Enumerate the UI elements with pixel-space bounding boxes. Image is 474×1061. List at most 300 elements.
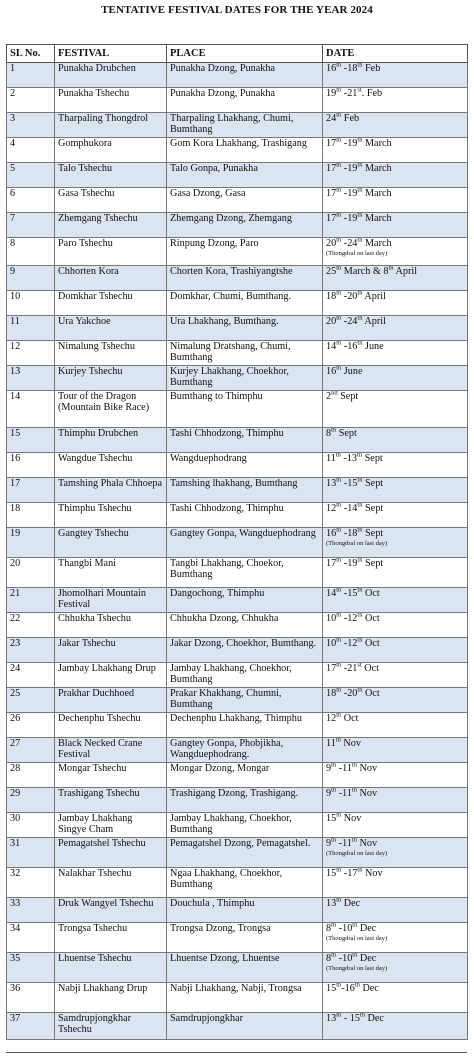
date-month: Oct xyxy=(362,613,380,624)
date-separator: - xyxy=(336,763,343,774)
cell-festival: Prakhar Duchhoed xyxy=(55,688,167,713)
cell-sl-no: 4 xyxy=(7,138,55,163)
date-note: (Thongdral on last day) xyxy=(326,249,388,257)
date-separator: - xyxy=(341,316,348,327)
date-start-suffix: th xyxy=(331,952,337,959)
cell-place: Gom Kora Lhakhang, Trashigang xyxy=(167,138,323,163)
table-row xyxy=(7,113,468,138)
date-start-suffix: th xyxy=(336,477,342,484)
date-start-suffix: th xyxy=(331,427,337,434)
cell-sl-no: 27 xyxy=(7,738,55,763)
date-end-day: 21 xyxy=(347,663,358,674)
cell-place: Nabji Lhakhang, Nabji, Trongsa xyxy=(167,983,323,1013)
table-row xyxy=(7,341,468,366)
cell-place: Samdrupjongkhar xyxy=(167,1013,323,1040)
date-end-day: 15 xyxy=(347,478,358,489)
date-month: June xyxy=(362,341,384,352)
date-end-suffix: th xyxy=(351,762,357,769)
date-start-day: 24 xyxy=(326,113,337,124)
date-month: Oct xyxy=(362,688,380,699)
cell-place: Lhuentse Dzong, Lhuentse xyxy=(167,953,323,983)
cell-place: Tashi Chhodzong, Thimphu xyxy=(167,428,323,453)
date-month: Nov xyxy=(341,813,362,824)
cell-festival: Nimalung Tshechu xyxy=(55,341,167,366)
cell-sl-no: 13 xyxy=(7,366,55,391)
date-start-day: 17 xyxy=(326,188,337,199)
cell-date xyxy=(323,558,468,588)
cell-place: Gangtey Gonpa, Wangduephodrang xyxy=(167,528,323,558)
date-end-day: 11 xyxy=(342,763,352,774)
table-row xyxy=(7,88,468,113)
date-end-suffix: th xyxy=(357,340,363,347)
table-row xyxy=(7,613,468,638)
date-note: (Thongdral on last day) xyxy=(326,934,388,942)
date-separator: - xyxy=(341,528,348,539)
cell-sl-no: 37 xyxy=(7,1013,55,1040)
date-separator: March & xyxy=(341,266,384,277)
table-row xyxy=(7,478,468,503)
cell-date xyxy=(323,688,468,713)
cell-sl-no: 9 xyxy=(7,266,55,291)
cell-place: Talo Gonpa, Punakha xyxy=(167,163,323,188)
table-row xyxy=(7,428,468,453)
date-end-suffix: th xyxy=(354,982,360,989)
table-row xyxy=(7,838,468,868)
date-start-day: 10 xyxy=(326,613,337,624)
date-end-suffix: th xyxy=(357,290,363,297)
header-sl-no: SL No. xyxy=(7,45,55,63)
cell-place: Gasa Dzong, Gasa xyxy=(167,188,323,213)
date-end-day: 15 xyxy=(349,1013,360,1024)
date-start-day: 15 xyxy=(326,868,337,879)
date-start-day: 10 xyxy=(326,638,337,649)
date-separator: - xyxy=(336,838,343,849)
date-start-day: 11 xyxy=(326,453,336,464)
date-month: Sept xyxy=(362,478,384,489)
date-start-day: 17 xyxy=(326,663,337,674)
cell-sl-no: 1 xyxy=(7,63,55,88)
table-bottom-border xyxy=(6,1052,467,1053)
cell-sl-no: 23 xyxy=(7,638,55,663)
cell-sl-no: 19 xyxy=(7,528,55,558)
date-separator: - xyxy=(341,63,348,74)
date-end-suffix: th xyxy=(352,922,358,929)
date-month: Feb xyxy=(341,113,360,124)
date-start-day: 9 xyxy=(326,838,332,849)
date-start-suffix: th xyxy=(336,237,342,244)
date-end-day: 24 xyxy=(347,238,358,249)
date-month: Sept xyxy=(337,391,359,402)
date-end-suffix: th xyxy=(357,587,363,594)
cell-place: Gangtey Gonpa, Phobjikha, Wangduephodrang. xyxy=(167,738,323,763)
cell-festival: Tamshing Phala Chhoepa xyxy=(55,478,167,503)
table-row xyxy=(7,638,468,663)
date-month: Oct xyxy=(361,663,379,674)
cell-sl-no: 28 xyxy=(7,763,55,788)
date-end-day: 24 xyxy=(347,316,358,327)
date-end-day: 12 xyxy=(347,613,358,624)
date-separator: - xyxy=(341,341,348,352)
date-end-suffix: th xyxy=(357,502,363,509)
date-end-day: 19 xyxy=(347,138,358,149)
table-row xyxy=(7,453,468,478)
date-separator: - xyxy=(341,163,348,174)
header-date: DATE xyxy=(323,45,468,63)
date-start-suffix: th xyxy=(336,637,342,644)
date-start-suffix: th xyxy=(336,662,342,669)
cell-date xyxy=(323,238,468,266)
cell-date xyxy=(323,88,468,113)
date-end-day: 11 xyxy=(342,788,352,799)
table-header-row xyxy=(7,45,468,63)
date-end-suffix: th xyxy=(357,62,363,69)
date-start-day: 14 xyxy=(326,588,337,599)
table-row xyxy=(7,1013,468,1040)
table-row xyxy=(7,713,468,738)
date-start-day: 16 xyxy=(326,366,337,377)
date-month: Sept xyxy=(362,503,384,514)
cell-place: Wangduephodrang xyxy=(167,453,323,478)
date-start-day: 11 xyxy=(326,738,336,749)
cell-date xyxy=(323,738,468,763)
cell-festival: Gomphukora xyxy=(55,138,167,163)
date-end-suffix: th xyxy=(359,1012,365,1019)
date-end-day: 18 xyxy=(347,528,358,539)
cell-date xyxy=(323,366,468,391)
date-separator: - xyxy=(341,663,348,674)
date-separator: - xyxy=(336,953,343,964)
cell-sl-no: 17 xyxy=(7,478,55,503)
table-row xyxy=(7,188,468,213)
table-row xyxy=(7,953,468,983)
cell-place: Chorten Kora, Trashiyangtshe xyxy=(167,266,323,291)
table-row xyxy=(7,923,468,953)
date-start-suffix: th xyxy=(336,290,342,297)
date-start-suffix: th xyxy=(336,812,342,819)
date-end-day: 16 xyxy=(347,341,358,352)
cell-date xyxy=(323,663,468,688)
table-row xyxy=(7,316,468,341)
cell-place: Jakar Dzong, Choekhor, Bumthang. xyxy=(167,638,323,663)
cell-place: Dangochong, Thimphu xyxy=(167,588,323,613)
cell-festival: Paro Tshechu xyxy=(55,238,167,266)
date-end-day: 13 xyxy=(346,453,358,464)
date-separator: - xyxy=(341,503,348,514)
date-start-suffix: th xyxy=(336,1012,342,1019)
cell-festival: Thimphu Drubchen xyxy=(55,428,167,453)
cell-place: Punakha Dzong, Punakha xyxy=(167,63,323,88)
date-start-suffix: th xyxy=(336,587,342,594)
date-start-day: 17 xyxy=(326,138,337,149)
date-start-day: 8 xyxy=(326,953,332,964)
date-start-day: 17 xyxy=(326,213,337,224)
date-month: Dec xyxy=(365,1013,384,1024)
cell-date xyxy=(323,113,468,138)
date-month: June xyxy=(341,366,363,377)
date-note: (Thongdral on last day) xyxy=(326,539,388,547)
cell-festival: Thimphu Tshechu xyxy=(55,503,167,528)
date-start-suffix: th xyxy=(335,452,341,459)
cell-date xyxy=(323,63,468,88)
date-start-day: 17 xyxy=(326,163,337,174)
cell-sl-no: 33 xyxy=(7,898,55,923)
date-separator: - xyxy=(341,983,345,994)
date-end-day: 14 xyxy=(347,503,358,514)
date-note: (Thongdral on last day) xyxy=(326,964,388,972)
cell-place: Douchula , Thimphu xyxy=(167,898,323,923)
date-start-day: 18 xyxy=(326,291,337,302)
cell-sl-no: 3 xyxy=(7,113,55,138)
date-month: Sept xyxy=(336,428,357,439)
date-start-day: 18 xyxy=(326,688,337,699)
cell-date xyxy=(323,428,468,453)
date-start-day: 20 xyxy=(326,316,337,327)
cell-place: Dechenphu Lhakhang, Thimphu xyxy=(167,713,323,738)
cell-date xyxy=(323,898,468,923)
cell-sl-no: 15 xyxy=(7,428,55,453)
table-row xyxy=(7,528,468,558)
cell-sl-no: 26 xyxy=(7,713,55,738)
cell-date xyxy=(323,528,468,558)
date-start-suffix: th xyxy=(336,982,342,989)
date-month: Sept xyxy=(362,558,384,569)
cell-date xyxy=(323,763,468,788)
date-start-suffix: th xyxy=(336,315,342,322)
date-start-suffix: th xyxy=(331,787,337,794)
date-start-suffix: th xyxy=(336,687,342,694)
cell-festival: Jakar Tshechu xyxy=(55,638,167,663)
date-start-day: 17 xyxy=(326,558,337,569)
date-end-suffix: th xyxy=(357,557,363,564)
date-separator: - xyxy=(341,478,348,489)
date-month: March xyxy=(362,163,392,174)
date-end-day: 10 xyxy=(342,953,353,964)
cell-place: Domkhar, Chumi, Bumthang. xyxy=(167,291,323,316)
cell-date xyxy=(323,316,468,341)
cell-festival: Wangdue Tshechu xyxy=(55,453,167,478)
cell-place: Jambay Lhakhang, Choekhor, Bumthang xyxy=(167,663,323,688)
cell-place: Bumthang to Thimphu xyxy=(167,391,323,428)
date-end-suffix: th xyxy=(357,237,363,244)
cell-sl-no: 30 xyxy=(7,813,55,838)
date-start-suffix: th xyxy=(331,922,337,929)
cell-place: Tashi Chhodzong, Thimphu xyxy=(167,503,323,528)
date-start-suffix: th xyxy=(336,137,342,144)
date-start-suffix: th xyxy=(336,340,342,347)
date-month: March xyxy=(362,188,392,199)
date-end-day: 17 xyxy=(347,868,358,879)
cell-date xyxy=(323,983,468,1013)
table-row xyxy=(7,163,468,188)
cell-date xyxy=(323,138,468,163)
date-end-suffix: st xyxy=(357,662,362,669)
cell-festival: Punakha Drubchen xyxy=(55,63,167,88)
date-month: March xyxy=(362,213,392,224)
cell-festival: Tharpaling Thongdrol xyxy=(55,113,167,138)
cell-sl-no: 25 xyxy=(7,688,55,713)
date-separator: - xyxy=(341,688,348,699)
date-end-suffix: th xyxy=(357,315,363,322)
date-month: March xyxy=(362,238,392,249)
cell-festival: Trongsa Tshechu xyxy=(55,923,167,953)
date-month: Sept xyxy=(362,453,383,464)
date-end-day: 11 xyxy=(342,838,352,849)
date-month: Oct xyxy=(362,638,380,649)
cell-date xyxy=(323,266,468,291)
date-start-day: 8 xyxy=(326,428,332,439)
date-end-suffix: th xyxy=(351,787,357,794)
cell-festival: Domkhar Tshechu xyxy=(55,291,167,316)
cell-place: Chhukha Dzong, Chhukha xyxy=(167,613,323,638)
date-month: Nov xyxy=(356,763,378,774)
cell-sl-no: 16 xyxy=(7,453,55,478)
table-row xyxy=(7,503,468,528)
date-separator: - xyxy=(341,868,348,879)
cell-place: Jambay Lhakhang, Choekhor, Bumthang xyxy=(167,813,323,838)
cell-sl-no: 24 xyxy=(7,663,55,688)
cell-sl-no: 20 xyxy=(7,558,55,588)
date-separator: - xyxy=(341,588,348,599)
cell-festival: Jambay Lhakhang Singye Cham xyxy=(55,813,167,838)
table-row xyxy=(7,138,468,163)
date-start-day: 12 xyxy=(326,503,337,514)
date-month: Nov xyxy=(356,838,378,849)
table-row xyxy=(7,366,468,391)
header-place: PLACE xyxy=(167,45,323,63)
cell-festival: Thangbi Mani xyxy=(55,558,167,588)
cell-festival: Lhuentse Tshechu xyxy=(55,953,167,983)
date-end-suffix: th xyxy=(357,187,363,194)
cell-place: Zhemgang Dzong, Zhemgang xyxy=(167,213,323,238)
date-start-day: 13 xyxy=(326,898,337,909)
date-month: April xyxy=(362,291,386,302)
cell-sl-no: 11 xyxy=(7,316,55,341)
cell-festival: Zhemgang Tshechu xyxy=(55,213,167,238)
date-month: Nov xyxy=(340,738,361,749)
cell-date xyxy=(323,838,468,868)
date-end-suffix: th xyxy=(357,527,363,534)
date-start-suffix: th xyxy=(336,867,342,874)
cell-festival: Nalakhar Tshechu xyxy=(55,868,167,898)
date-end-day: 20 xyxy=(347,688,358,699)
cell-place: Trongsa Dzong, Trongsa xyxy=(167,923,323,953)
date-start-day: 13 xyxy=(326,478,337,489)
cell-festival: Jambay Lhakhang Drup xyxy=(55,663,167,688)
cell-date xyxy=(323,868,468,898)
date-month: Dec xyxy=(357,923,377,934)
date-start-suffix: th xyxy=(336,712,342,719)
date-start-day: 12 xyxy=(326,713,337,724)
date-separator: - xyxy=(341,1013,350,1024)
date-month: Dec xyxy=(359,983,379,994)
date-start-day: 16 xyxy=(326,63,337,74)
cell-sl-no: 34 xyxy=(7,923,55,953)
date-start-day: 9 xyxy=(326,763,332,774)
date-end-day: 19 xyxy=(347,558,358,569)
table-row xyxy=(7,983,468,1013)
date-end-suffix: th xyxy=(357,867,363,874)
date-separator: - xyxy=(336,923,343,934)
date-separator: - xyxy=(336,788,343,799)
date-separator: - xyxy=(341,558,348,569)
date-start-suffix: th xyxy=(336,265,342,272)
cell-sl-no: 12 xyxy=(7,341,55,366)
date-month: Sept xyxy=(362,528,384,539)
cell-festival: Jhomolhari Mountain Festival xyxy=(55,588,167,613)
date-start-day: 9 xyxy=(326,788,332,799)
cell-date xyxy=(323,391,468,428)
header-festival: FESTIVAL xyxy=(55,45,167,63)
table-row xyxy=(7,813,468,838)
table-row xyxy=(7,738,468,763)
date-separator: - xyxy=(341,138,348,149)
cell-festival: Dechenphu Tshechu xyxy=(55,713,167,738)
table-row xyxy=(7,868,468,898)
cell-sl-no: 8 xyxy=(7,238,55,266)
cell-sl-no: 35 xyxy=(7,953,55,983)
cell-festival: Punakha Tshechu xyxy=(55,88,167,113)
cell-festival: Black Necked Crane Festival xyxy=(55,738,167,763)
date-start-day: 19 xyxy=(326,88,337,99)
cell-date xyxy=(323,953,468,983)
cell-sl-no: 29 xyxy=(7,788,55,813)
date-end-day: 18 xyxy=(347,63,358,74)
cell-date xyxy=(323,163,468,188)
cell-sl-no: 31 xyxy=(7,838,55,868)
date-month: Dec xyxy=(357,953,377,964)
cell-date xyxy=(323,923,468,953)
table-row xyxy=(7,558,468,588)
cell-sl-no: 32 xyxy=(7,868,55,898)
cell-place: Pemagatshel Dzong, Pemagatshel. xyxy=(167,838,323,868)
date-start-suffix: th xyxy=(336,897,342,904)
cell-date xyxy=(323,503,468,528)
date-note: (Thongdral on last day) xyxy=(326,849,388,857)
cell-date xyxy=(323,188,468,213)
date-separator: - xyxy=(341,291,348,302)
table-row xyxy=(7,898,468,923)
date-end-day: 12 xyxy=(347,638,358,649)
date-end-day: 19 xyxy=(347,188,358,199)
date-start-suffix: th xyxy=(336,87,342,94)
cell-festival: Tour of the Dragon (Mountain Bike Race) xyxy=(55,391,167,428)
date-month: . Feb xyxy=(361,88,383,99)
date-end-suffix: th xyxy=(357,137,363,144)
table-row xyxy=(7,588,468,613)
date-start-suffix: th xyxy=(331,837,337,844)
cell-festival: Druk Wangyel Tshechu xyxy=(55,898,167,923)
cell-festival: Mongar Tshechu xyxy=(55,763,167,788)
date-month: Nov xyxy=(362,868,383,879)
date-end-day: 19 xyxy=(347,213,358,224)
date-month: March xyxy=(362,138,392,149)
date-end-suffix: th xyxy=(357,637,363,644)
date-start-day: 15 xyxy=(326,813,337,824)
date-end-suffix: th xyxy=(357,212,363,219)
cell-festival: Chhukha Tshechu xyxy=(55,613,167,638)
date-end-suffix: th xyxy=(357,162,363,169)
date-start-suffix: th xyxy=(336,112,342,119)
cell-place: Ura Lhakhang, Bumthang. xyxy=(167,316,323,341)
date-month: Nov xyxy=(356,788,378,799)
cell-date xyxy=(323,291,468,316)
cell-festival: Nabji Lhakhang Drup xyxy=(55,983,167,1013)
date-end-suffix: st xyxy=(357,87,362,94)
cell-place: Ngaa Lhakhang, Choekhor, Bumthang xyxy=(167,868,323,898)
cell-sl-no: 2 xyxy=(7,88,55,113)
date-month: Dec xyxy=(341,898,361,909)
table-row xyxy=(7,63,468,88)
